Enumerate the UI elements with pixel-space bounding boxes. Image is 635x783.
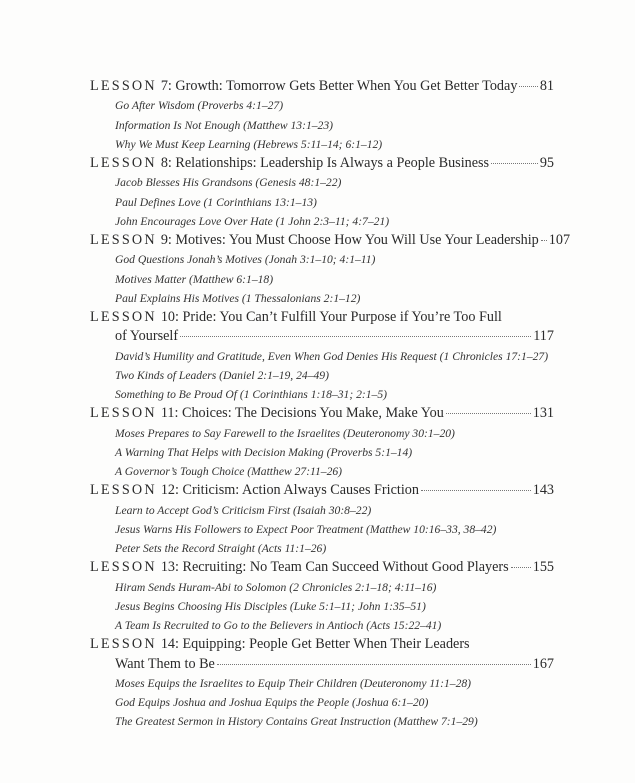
sub-entry[interactable]: A Team Is Recruited to Go to the Believers in Antioch (Acts 15:22–41) (115, 619, 442, 632)
lesson-number: 12 (160, 482, 175, 499)
sub-entry[interactable]: The Greatest Sermon in History Contains Great Instruction (Matthew 7:1–29) (115, 715, 478, 729)
lesson-title-continued: of Yourself (115, 328, 179, 345)
lesson-heading[interactable] (90, 404, 554, 423)
lesson-label: LESSON (90, 636, 157, 653)
lesson-number: 8 (160, 155, 168, 171)
lesson-heading[interactable] (90, 481, 554, 500)
colon: : (175, 559, 183, 576)
lesson-number: 14 (160, 636, 175, 653)
lesson-heading[interactable] (90, 308, 554, 327)
colon: : (175, 482, 183, 499)
sub-entry[interactable]: Paul Defines Love (1 Corinthians 13:1–13) (115, 195, 317, 209)
page-number: 107 (548, 232, 571, 248)
lesson-number: 10 (160, 309, 175, 325)
sub-entry[interactable]: Jacob Blesses His Grandsons (Genesis 48:1–22) (115, 176, 342, 190)
page-number: 95 (539, 155, 554, 171)
dot-leader (519, 86, 537, 87)
sub-entry[interactable]: Peter Sets the Record Straight (Acts 11:1–26) (115, 542, 327, 555)
dot-leader (180, 336, 531, 337)
page-number: 117 (533, 328, 554, 345)
lesson-label: LESSON (90, 482, 157, 499)
sub-entry[interactable]: John Encourages Love Over Hate (1 John 2:3–11; 4:7–21) (115, 214, 390, 228)
colon: : (167, 78, 176, 94)
dot-leader (491, 163, 538, 164)
lesson-label: LESSON (90, 309, 157, 325)
lesson-heading-continued[interactable] (90, 327, 554, 346)
colon: : (167, 232, 176, 248)
sub-entry[interactable]: Motives Matter (Matthew 6:1–18) (115, 272, 274, 286)
lesson-entry (90, 308, 554, 404)
lesson-label: LESSON (90, 232, 157, 248)
lesson-label: LESSON (90, 405, 157, 422)
page-number: 167 (532, 655, 554, 672)
sub-entry[interactable]: Two Kinds of Leaders (Daniel 2:1–19, 24–49) (115, 368, 329, 382)
dot-leader (421, 490, 531, 491)
page-number: 81 (539, 78, 554, 94)
lesson-entry (90, 154, 554, 231)
lesson-label: LESSON (90, 78, 157, 94)
lesson-title: Relationships: Leadership Is Always a People Business (175, 155, 490, 171)
lesson-entry (90, 77, 554, 154)
dot-leader (541, 240, 547, 241)
page-number: 143 (532, 482, 554, 499)
dot-leader (217, 664, 531, 665)
lesson-entry (90, 231, 571, 308)
lesson-number: 9 (160, 232, 168, 248)
dot-leader (446, 413, 531, 414)
lesson-entry (90, 558, 554, 635)
colon: : (167, 155, 176, 171)
sub-entry[interactable]: God Equips Joshua and Joshua Equips the People (Joshua 6:1–20) (115, 696, 429, 709)
table-of-contents (90, 77, 571, 732)
sub-entry[interactable]: David’s Humility and Gratitude, Even When God Denies His Request (1 Chronicles 17:1–27) (115, 349, 549, 363)
sub-entry[interactable]: Moses Equips the Israelites to Equip Their Children (Deuteronomy 11:1–28) (115, 676, 472, 690)
lesson-heading[interactable] (90, 77, 554, 96)
dot-leader (511, 567, 531, 568)
lesson-title: Criticism: Action Always Causes Friction (182, 482, 419, 499)
sub-entry[interactable]: God Questions Jonah’s Motives (Jonah 3:1–10; 4:1–11) (115, 253, 376, 267)
page-number: 131 (532, 405, 554, 422)
sub-entry[interactable]: Hiram Sends Huram-Abi to Solomon (2 Chronicles 2:1–18; 4:11–16) (115, 580, 437, 594)
colon: : (175, 309, 183, 325)
lesson-heading[interactable] (90, 231, 571, 250)
sub-entry[interactable]: A Warning That Helps with Decision Making (Proverbs 5:1–14) (115, 445, 413, 459)
lesson-title: Growth: Tomorrow Gets Better When You Get Better Today (175, 78, 518, 94)
lesson-number: 7 (160, 78, 168, 94)
lesson-label: LESSON (90, 155, 157, 171)
lesson-title: Motives: You Must Choose How You Will Use Your Leadership (175, 232, 539, 248)
colon: : (174, 405, 182, 422)
lesson-title: Recruiting: No Team Can Succeed Without Good Players (182, 559, 509, 576)
sub-entry[interactable]: Learn to Accept God’s Criticism First (Isaiah 30:8–22) (115, 503, 372, 517)
page-number: 155 (532, 559, 554, 576)
lesson-entry (90, 481, 554, 558)
sub-entry[interactable]: Paul Explains His Motives (1 Thessalonians 2:1–12) (115, 291, 361, 305)
sub-entry[interactable]: Jesus Warns His Followers to Expect Poor Treatment (Matthew 10:16–33, 38–42) (115, 522, 497, 536)
sub-entry[interactable]: Go After Wisdom (Proverbs 4:1–27) (115, 99, 284, 113)
lesson-number: 13 (160, 559, 175, 576)
lesson-number: 11 (160, 405, 175, 422)
lesson-entry (90, 404, 554, 481)
sub-entry[interactable]: Information Is Not Enough (Matthew 13:1–23) (115, 118, 334, 132)
sub-entry[interactable]: Jesus Begins Choosing His Disciples (Luke 5:1–11; John 1:35–51) (115, 599, 426, 613)
lesson-entry (90, 635, 554, 731)
lesson-heading[interactable] (90, 558, 554, 577)
sub-entry[interactable]: Moses Prepares to Say Farewell to the Israelites (Deuteronomy 30:1–20) (115, 426, 455, 440)
sub-entry[interactable]: A Governor’s Tough Choice (Matthew 27:11–26) (115, 465, 343, 478)
lesson-heading[interactable] (90, 635, 554, 654)
lesson-title: Choices: The Decisions You Make, Make You (181, 405, 444, 422)
lesson-heading-continued[interactable] (90, 655, 554, 674)
sub-entry[interactable]: Something to Be Proud Of (1 Corinthians 1:18–31; 2:1–5) (115, 388, 387, 401)
lesson-title: Pride: You Can’t Fulfill Your Purpose if You’re Too Full (182, 309, 502, 325)
colon: : (175, 636, 183, 653)
lesson-heading[interactable] (90, 154, 554, 173)
lesson-label: LESSON (90, 559, 157, 576)
lesson-title-continued: Want Them to Be (115, 655, 215, 672)
lesson-title: Equipping: People Get Better When Their Leaders (182, 636, 470, 653)
sub-entry[interactable]: Why We Must Keep Learning (Hebrews 5:11–14; 6:1–12) (115, 137, 383, 151)
